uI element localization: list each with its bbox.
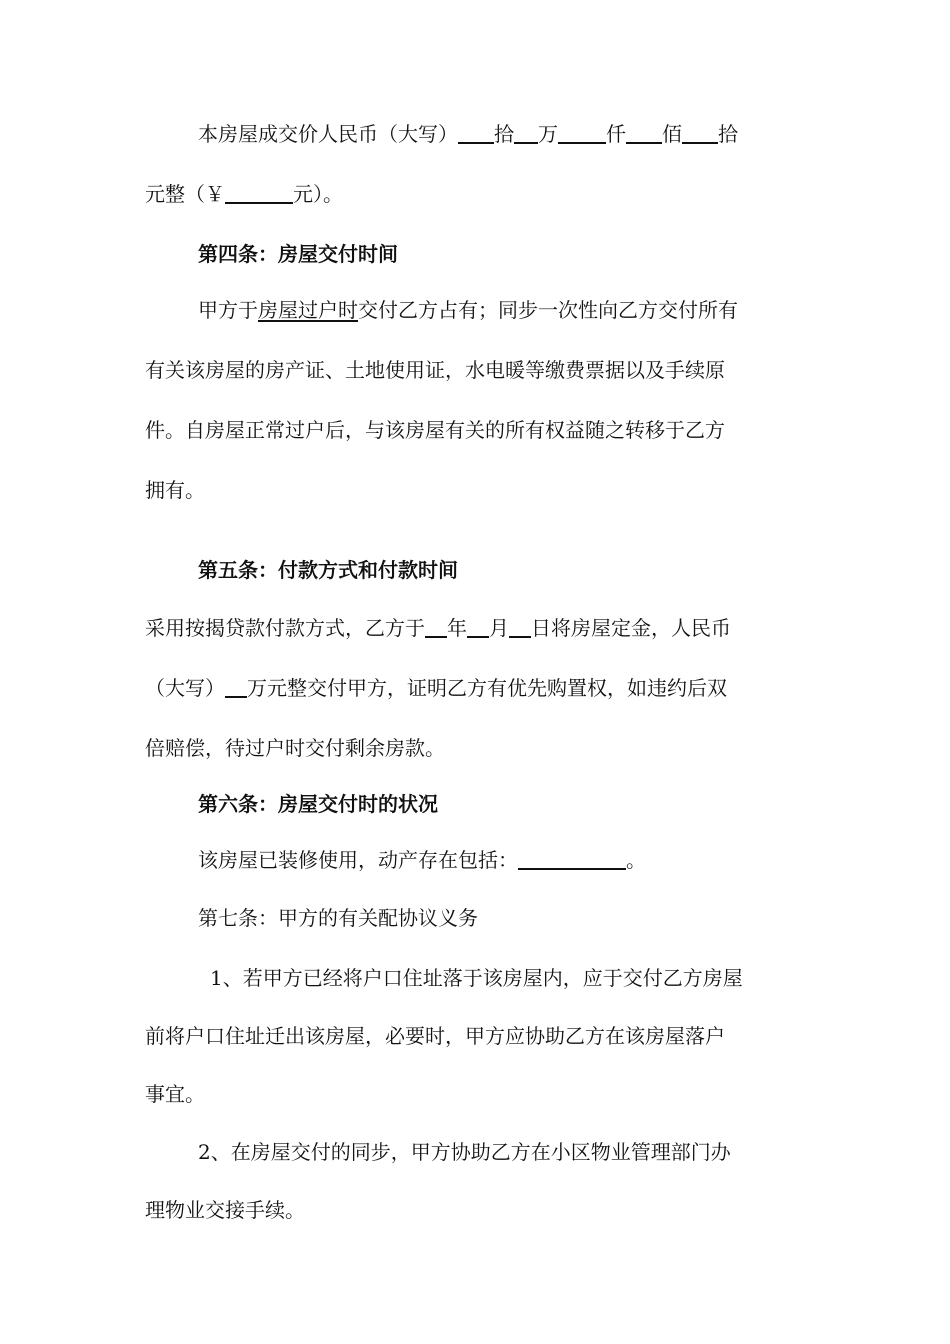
body-text: 月 <box>489 616 509 640</box>
unit-text: 拾 <box>494 122 514 146</box>
unit-text: 拾 <box>718 122 738 146</box>
article-5-heading: 第五条：付款方式和付款时间 <box>198 558 458 582</box>
article-4-line-1 <box>198 296 868 324</box>
article-4-line-4: 拥有。 <box>145 478 205 502</box>
article-7-item-1-line-3: 事宜。 <box>145 1082 205 1106</box>
blank-field <box>467 616 489 638</box>
body-text: 该房屋已装修使用，动产存在包括： <box>198 848 518 872</box>
article-6-heading: 第六条：房屋交付时的状况 <box>198 792 438 816</box>
article-5-line-3: 倍赔偿，待过户时交付剩余房款。 <box>145 736 445 760</box>
blank-field <box>518 848 626 870</box>
article-7-item-2-line-2: 理物业交接手续。 <box>145 1198 305 1222</box>
blank-field <box>225 676 247 698</box>
body-text: 。 <box>626 848 646 872</box>
price-label: 本房屋成交价人民币（大写） <box>198 122 458 146</box>
body-text: 年 <box>447 616 467 640</box>
price-line-1 <box>198 120 868 148</box>
article-6-line-1 <box>198 846 868 874</box>
body-text: 万元整交付甲方，证明乙方有优先购置权，如违约后双 <box>247 676 727 700</box>
blank-field <box>682 122 718 144</box>
price-line-2 <box>145 180 815 208</box>
blank-field <box>514 122 538 144</box>
price-text: 元整（￥ <box>145 182 225 206</box>
body-text: （大写） <box>145 676 225 700</box>
unit-text: 仟 <box>606 122 626 146</box>
article-4-heading: 第四条：房屋交付时间 <box>198 242 398 266</box>
article-7-item-2-line-1: 2、在房屋交付的同步，甲方协助乙方在小区物业管理部门办 <box>198 1140 731 1164</box>
blank-field <box>225 182 293 204</box>
article-5-line-1 <box>145 614 815 642</box>
body-text: 日将房屋定金，人民币 <box>531 616 731 640</box>
unit-text: 万 <box>538 122 558 146</box>
blank-field <box>626 122 662 144</box>
article-4-line-2: 有关该房屋的房产证、土地使用证，水电暖等缴费票据以及手续原 <box>145 358 725 382</box>
article-7-heading: 第七条：甲方的有关配协议义务 <box>198 906 478 930</box>
blank-field <box>458 122 494 144</box>
body-text: 甲方于 <box>198 298 258 322</box>
article-5-line-2 <box>145 674 815 702</box>
underlined-text: 房屋过户时 <box>258 298 358 322</box>
body-text: 采用按揭贷款付款方式，乙方于 <box>145 616 425 640</box>
blank-field <box>425 616 447 638</box>
body-text: 交付乙方占有；同步一次性向乙方交付所有 <box>358 298 738 322</box>
article-7-item-1-line-1: 1、若甲方已经将户口住址落于该房屋内，应于交付乙方房屋 <box>210 966 743 990</box>
unit-text: 佰 <box>662 122 682 146</box>
article-7-item-1-line-2: 前将户口住址迁出该房屋，必要时，甲方应协助乙方在该房屋落户 <box>145 1024 725 1048</box>
article-4-line-3: 件。自房屋正常过户后，与该房屋有关的所有权益随之转移于乙方 <box>145 418 725 442</box>
blank-field <box>558 122 606 144</box>
blank-field <box>509 616 531 638</box>
price-text: 元）。 <box>293 182 343 206</box>
